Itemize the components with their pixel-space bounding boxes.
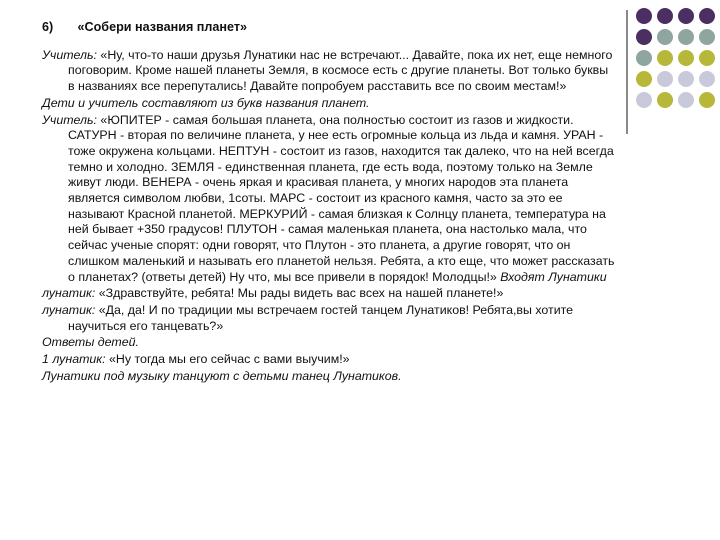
paragraph-lunatic-dance bbox=[42, 303, 617, 334]
speaker-label: 1 лунатик: bbox=[42, 352, 106, 367]
decorative-dot bbox=[678, 71, 694, 87]
paragraph-final-dance bbox=[42, 369, 617, 385]
decorative-dot bbox=[636, 8, 652, 24]
paragraph-stage-direction-letters bbox=[42, 96, 617, 112]
section-number: 6) bbox=[42, 20, 54, 34]
decorative-dot bbox=[699, 92, 715, 108]
decorative-dot bbox=[636, 29, 652, 45]
paragraph-text: «Да, да! И по традиции мы встречаем гостей танцем Лунатиков! Ребята,вы хотите научиться его танцевать?» bbox=[68, 302, 574, 333]
paragraph-first-lunatic bbox=[42, 352, 617, 368]
paragraph-children-answers bbox=[42, 335, 617, 351]
decorative-dot bbox=[699, 29, 715, 45]
speaker-label: Учитель: bbox=[42, 47, 97, 62]
paragraph-teacher-planets bbox=[42, 113, 617, 286]
decorative-dot bbox=[657, 29, 673, 45]
decorative-dot bbox=[636, 92, 652, 108]
decorative-dot bbox=[678, 8, 694, 24]
paragraph-text: «ЮПИТЕР - самая большая планета, она полностью состоит из газов и жидкости. САТУРН - вторая по величине планета, у нее есть огромные кольца из льда и камня. УРАН - тоже окружена кольцами. НЕПТУН - состоит из газов, находится так далеко, что на ней всегда темно и холодно. ЗЕМЛЯ - единственная планета, где есть вода, поэтому только на Земле живут люди. ВЕНЕРА - очень яркая и красивая планета, у многих народов эта планета является символом любви, 1соты. МАРС - состоит из красного камня, часто за это ее называют Красной планетой. МЕРКУРИЙ - самая близкая к Солнцу планета, температура на ней бывает +350 градусов! ПЛУТОН - самая маленькая планета, она настолько мала, что сейчас ученые спорят: одни говорят, что Плутон - это планета, а другие говорят, что он слишком маленький и называть его планетой нельзя. Ребята, а кто еще, что может рассказать о планетах? (ответы детей) Ну что, мы все привели в порядок! Молодцы!» bbox=[68, 112, 615, 284]
decorative-dot bbox=[636, 50, 652, 66]
section-title: «Собери названия планет» bbox=[77, 20, 248, 34]
paragraph-text: «Ну тогда мы его сейчас с вами выучим!» bbox=[105, 352, 350, 367]
decorative-dot bbox=[678, 50, 694, 66]
decorative-dot bbox=[636, 71, 652, 87]
paragraph-text: «Здравствуйте, ребята! Мы рады видеть вас всех на нашей планете!» bbox=[95, 286, 504, 301]
decorative-dot bbox=[657, 50, 673, 66]
decorative-dot bbox=[699, 50, 715, 66]
stage-direction: Лунатики под музыку танцуют с детьми танец Лунатиков. bbox=[42, 368, 402, 383]
decorative-dot bbox=[699, 8, 715, 24]
stage-direction-inline: Входят Лунатики bbox=[496, 269, 607, 284]
document-body bbox=[42, 20, 617, 385]
paragraph-text: «Ну, что-то наши друзья Лунатики нас не встречают... Давайте, пока их нет, еще немного поговорим. Кроме нашей планеты Земля, в космосе есть с другие планеты. Вот только буквы в названиях все перепутались! Давайте попробуем расставить все по своим местам!» bbox=[68, 47, 613, 94]
paragraph-lunatic-greeting bbox=[42, 286, 617, 302]
paragraph-teacher-intro bbox=[42, 48, 617, 95]
speaker-label: лунатик: bbox=[42, 286, 96, 301]
decorative-dot bbox=[657, 71, 673, 87]
speaker-label: лунатик: bbox=[42, 302, 96, 317]
decorative-dot bbox=[657, 8, 673, 24]
decorative-vertical-line bbox=[626, 10, 628, 134]
decorative-dot bbox=[678, 92, 694, 108]
decorative-dot bbox=[678, 29, 694, 45]
section-heading bbox=[42, 20, 617, 36]
decorative-dot bbox=[657, 92, 673, 108]
speaker-label: Учитель: bbox=[42, 112, 97, 127]
stage-direction: Ответы детей. bbox=[42, 335, 139, 350]
stage-direction: Дети и учитель составляют из букв названия планет. bbox=[42, 95, 370, 110]
decorative-dot bbox=[699, 71, 715, 87]
